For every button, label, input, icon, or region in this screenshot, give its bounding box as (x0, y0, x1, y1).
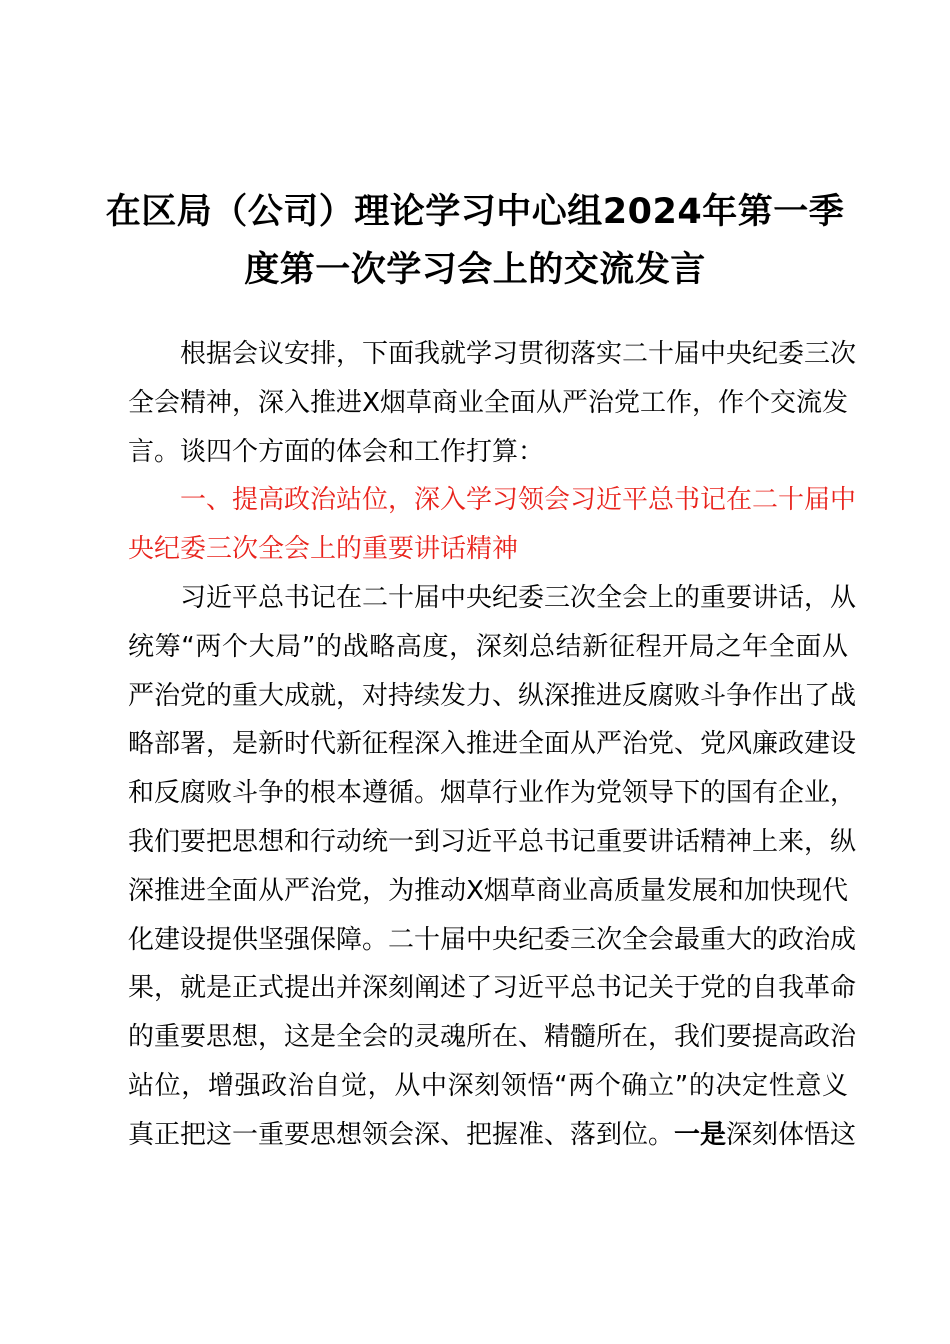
body-line: 我们要把思想和行动统一到习近平总书记重要讲话精神上来，纵 (128, 826, 857, 857)
document-title (100, 183, 850, 299)
document-body (128, 330, 857, 1160)
body-line: 习近平总书记在二十届中央纪委三次全会上的重要讲话，从 (180, 582, 857, 613)
body-line: 化建设提供坚强保障。二十届中央纪委三次全会最重大的政治成 (128, 924, 857, 955)
body-text-segment: 真正把这一重要思想领会深、把握准、落到位。 (128, 1119, 675, 1150)
title-line: 度第一次学习会上的交流发言 (244, 250, 706, 290)
title-line: 在区局（公司）理论学习中心组2024年第一季 (105, 192, 845, 232)
emphasis-text: 一是 (674, 1119, 727, 1150)
body-line: 严治党的重大成就，对持续发力、纵深推进反腐败斗争作出了战 (128, 680, 857, 711)
body-text-segment: 深刻体悟这 (726, 1119, 857, 1150)
body-line: 和反腐败斗争的根本遵循。烟草行业作为党领导下的国有企业， (128, 778, 857, 809)
intro-line: 根据会议安排，下面我就学习贯彻落实二十届中央纪委三次 (180, 339, 857, 369)
body-line: 果，就是正式提出并深刻阐述了习近平总书记关于党的自我革命 (128, 973, 857, 1004)
body-line: 的重要思想，这是全会的灵魂所在、精髓所在，我们要提高政治 (128, 1022, 857, 1053)
body-line: 统筹“两个大局”的战略高度，深刻总结新征程开局之年全面从 (128, 631, 848, 662)
intro-line: 言。谈四个方面的体会和工作打算： (128, 436, 545, 467)
body-line-last (128, 1111, 857, 1160)
body-line: 站位，增强政治自觉，从中深刻领悟“两个确立”的决定性意义 (128, 1070, 848, 1101)
intro-line: 全会精神，深入推进X烟草商业全面从严治党工作，作个交流发 (128, 387, 848, 418)
body-line: 略部署，是新时代新征程深入推进全面从严治党、党风廉政建设 (128, 729, 857, 760)
section-heading-line: 央纪委三次全会上的重要讲话精神 (128, 534, 519, 565)
body-line: 深推进全面从严治党，为推动X烟草商业高质量发展和加快现代 (128, 875, 848, 906)
section-heading-line: 一、提高政治站位，深入学习领会习近平总书记在二十届中 (180, 485, 857, 516)
